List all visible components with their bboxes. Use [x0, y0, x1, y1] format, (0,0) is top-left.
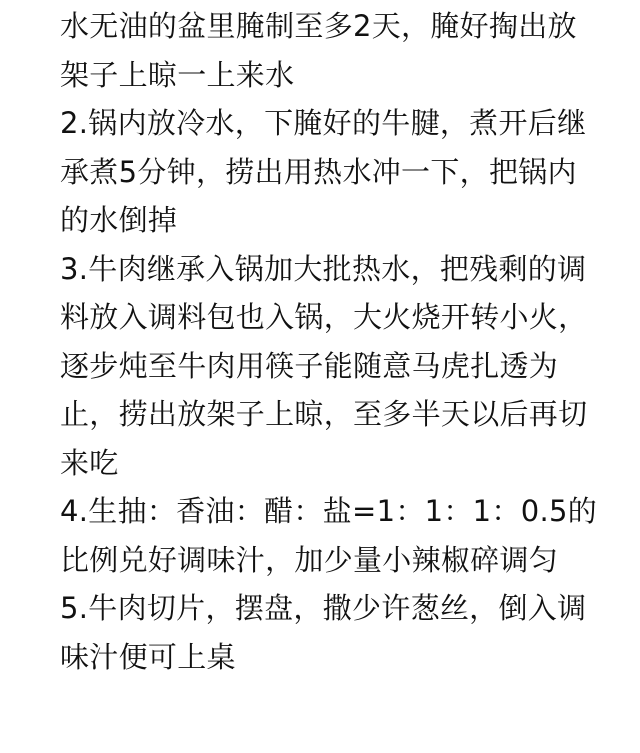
text-line: 承煮5分钟，捞出用热水冲一下，把锅内: [60, 154, 577, 189]
text-line: 架子上晾一上来水: [60, 57, 295, 92]
text-line: 比例兑好调味汁，加少量小辣椒碎调匀: [60, 542, 559, 577]
step-3-line: 3.牛肉继承入锅加大批热水，把残剩的调: [60, 251, 587, 286]
text-line: 料放入调料包也入锅，大火烧开转小火，: [60, 300, 588, 334]
text-line: 止，捞出放架子上晾，至多半天以后再切: [60, 397, 588, 431]
text-line: 逐步炖至牛肉用筷子能随意马虎扎透为: [60, 348, 559, 383]
bottom-blank-margin: [0, 733, 640, 753]
step-5-line: 5.牛肉切片，摆盘，撒少许葱丝，倒入调: [60, 591, 587, 625]
text-line: 的水倒掉: [60, 203, 178, 237]
text-line: 味汁便可上桌: [60, 639, 236, 674]
step-4-line: 4.生抽：香油：醋：盐=1：1：1：0.5的: [60, 494, 598, 528]
step-2-line: 2.锅内放冷水，下腌好的牛腱，煮开后继: [60, 106, 587, 140]
recipe-text-block: [60, 0, 630, 681]
text-line: 水无油的盆里腌制至多2天，腌好掏出放: [60, 9, 577, 43]
text-line: 来吃: [60, 445, 119, 480]
